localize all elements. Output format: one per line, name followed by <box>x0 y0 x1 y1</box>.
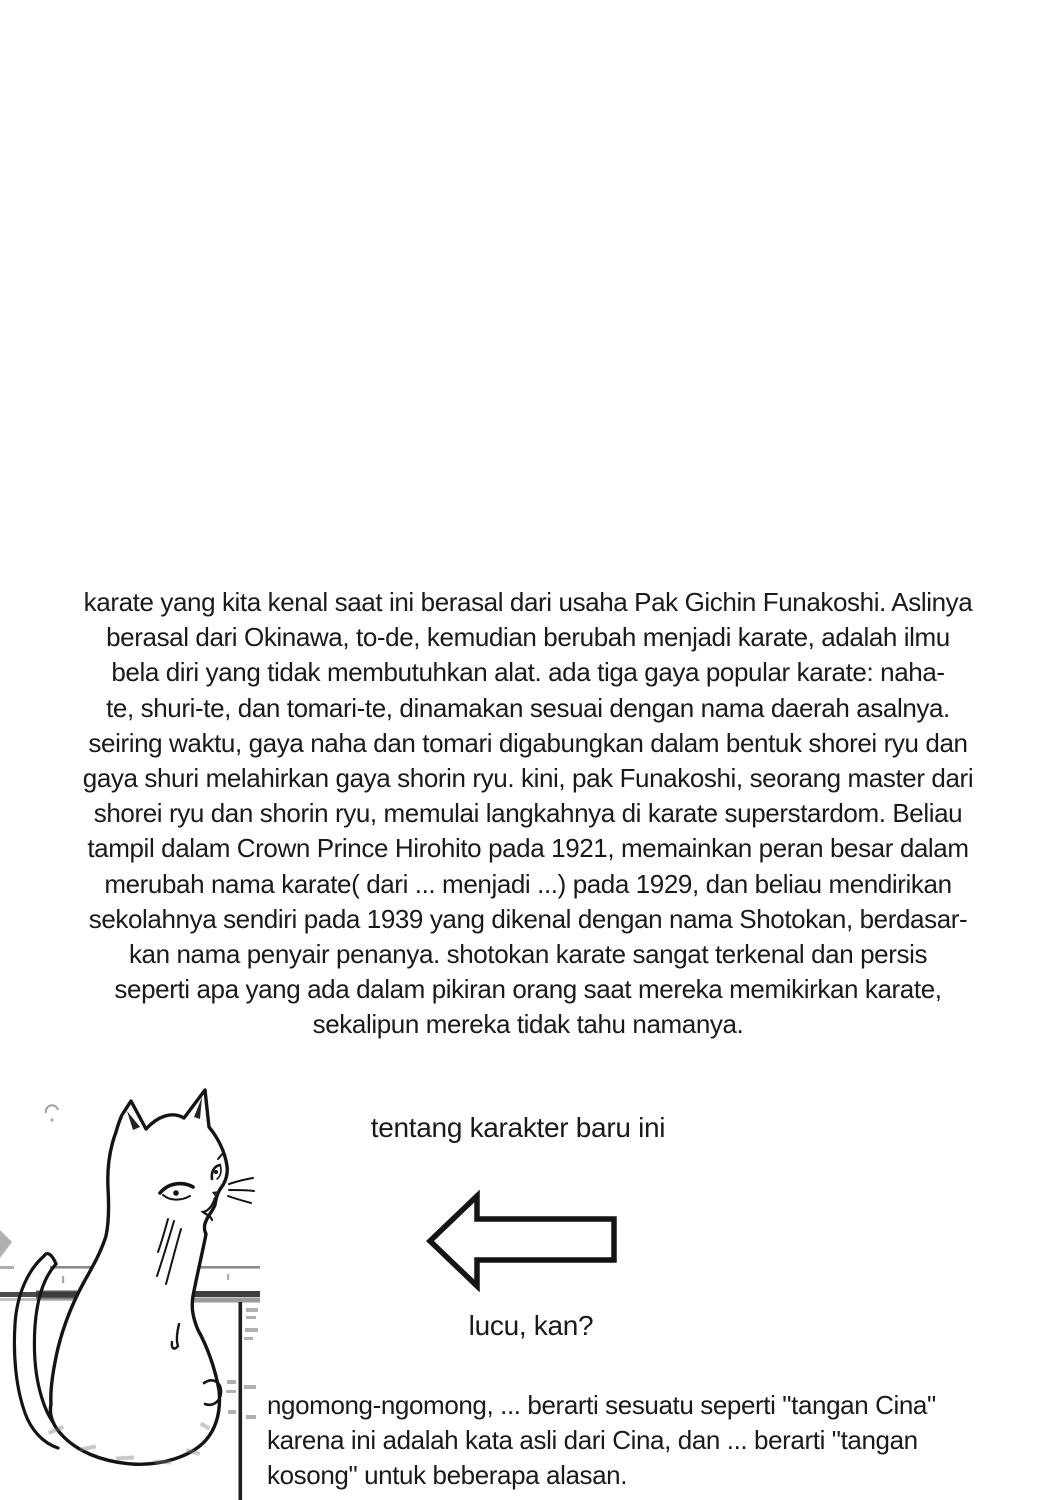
cat-drawing <box>0 1080 280 1500</box>
paragraph-line: merubah nama karate( dari ... menjadi ...) pada 1929, dan beliau mendirikan <box>104 868 952 899</box>
footnote-line: ngomong-ngomong, ... berarti sesuatu seperti "tangan Cina" <box>267 1390 936 1420</box>
footnote-line: karena ini adalah kata asli dari Cina, dan ... berarti "tangan <box>267 1425 918 1455</box>
paragraph-line: bela diri yang tidak membutuhkan alat. ada tiga gaya popular karate: naha- <box>111 657 945 688</box>
paragraph-line: sekalipun mereka tidak tahu namanya. <box>312 1009 744 1040</box>
cat-body-outline <box>50 1090 227 1464</box>
arrow-caption: lucu, kan? <box>468 1310 594 1341</box>
paragraph-line: tampil dalam Crown Prince Hirohito pada 1921, memainkan peran besar dalam <box>87 833 969 864</box>
paragraph-line: seiring waktu, gaya naha dan tomari digabungkan dalam bentuk shorei ryu dan <box>88 727 968 758</box>
cat-intro-caption: tentang karakter baru ini <box>370 1112 666 1143</box>
paragraph-line: sekolahnya sendiri pada 1939 yang dikenal dengan nama Shotokan, berdasar- <box>88 903 968 934</box>
paragraph-line: gaya shuri melahirkan gaya shorin ryu. kini, pak Funakoshi, seorang master dari <box>82 763 974 794</box>
paragraph-line: kan nama penyair penanya. shotokan karate sangat terkenal dan persis <box>128 939 928 970</box>
paragraph-line: seperti apa yang ada dalam pikiran orang saat mereka memikirkan karate, <box>114 974 942 1005</box>
translator-notes-paragraph <box>6 585 1050 1043</box>
left-arrow-icon <box>425 1190 620 1292</box>
footnote-paragraph <box>267 1388 1027 1493</box>
paragraph-line: karate yang kita kenal saat ini berasal dari usaha Pak Gichin Funakoshi. Aslinya <box>83 587 973 617</box>
paragraph-line: shorei ryu dan shorin ryu, memulai langkahnya di karate superstardom. Beliau <box>93 798 963 829</box>
paragraph-line: te, shuri-te, dan tomari-te, dinamakan sesuai dengan nama daerah asalnya. <box>106 692 950 723</box>
paragraph-line: berasal dari Okinawa, to-de, kemudian berubah menjadi karate, adalah ilmu <box>106 622 950 653</box>
footnote-line: kosong" untuk beberapa alasan. <box>267 1460 628 1490</box>
